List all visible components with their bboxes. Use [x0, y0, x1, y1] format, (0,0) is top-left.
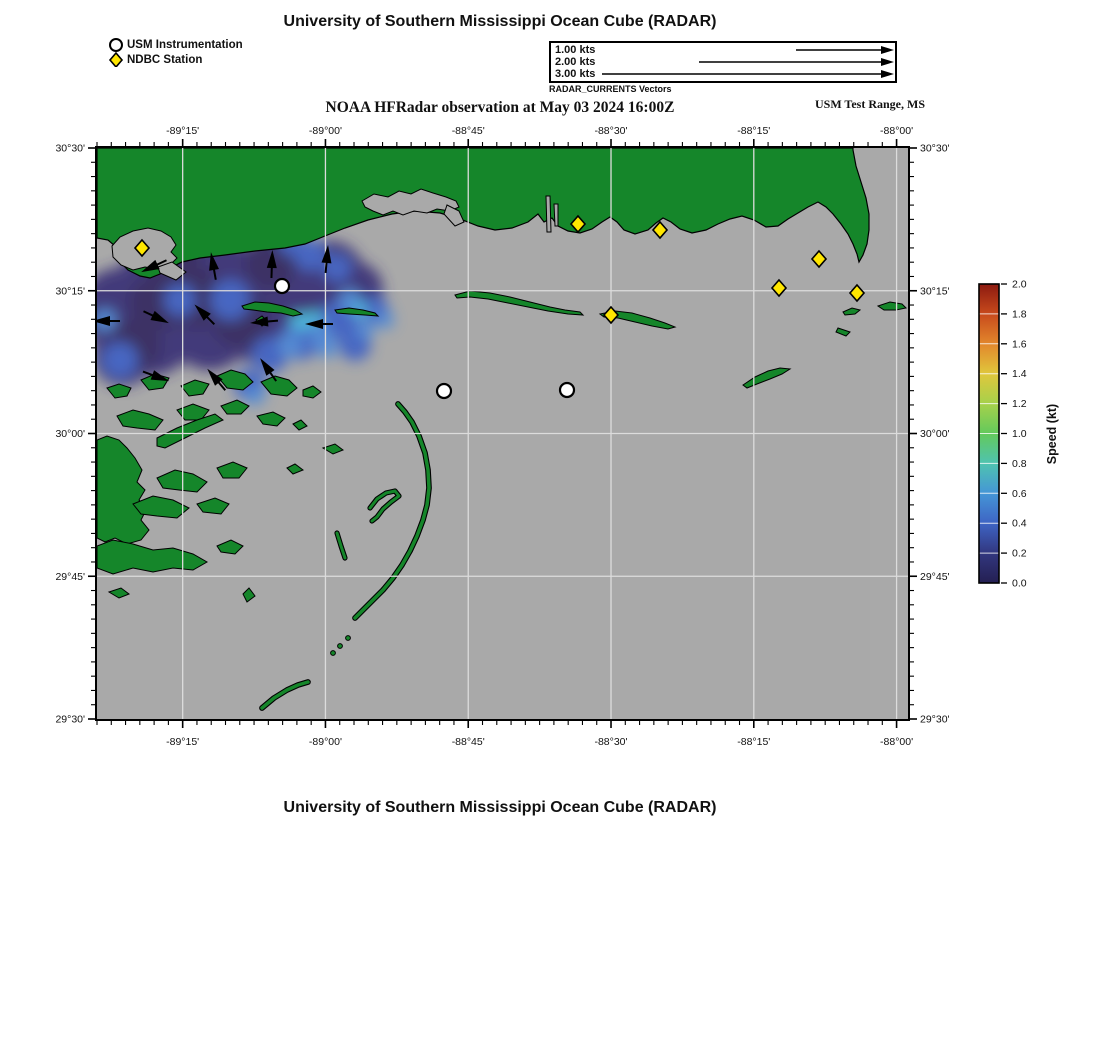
legend-row-usm: [108, 37, 243, 52]
observation-subtitle: NOAA HFRadar observation at May 03 2024 16:00Z: [325, 99, 675, 116]
legend-row-ndbc: [108, 52, 243, 67]
lat-tick-label-right: 30°15': [920, 285, 950, 298]
colorbar-label: Speed (kt): [1045, 403, 1059, 465]
lon-tick-label-top: -88°00': [880, 125, 914, 137]
lon-tick-label-top: -88°45': [451, 125, 485, 137]
colorbar-tick-label: 1.2: [1012, 398, 1027, 411]
vector-scale-arrow: [551, 44, 895, 56]
symbol-legend: [108, 37, 243, 67]
legend-label-ndbc: NDBC Station: [127, 53, 203, 66]
ndbc-diamond-icon: [108, 52, 124, 67]
lat-tick-label-right: 29°45': [920, 570, 950, 583]
vector-scale-box: [549, 41, 897, 83]
colorbar-tick-label: 0.8: [1012, 457, 1027, 470]
lat-tick-label-left: 30°15': [55, 285, 85, 298]
lat-tick-label-left: 29°30': [55, 713, 85, 726]
lat-tick-label-right: 30°30': [920, 142, 950, 155]
colorbar: [965, 268, 1100, 608]
vector-scale-row: [551, 68, 895, 80]
colorbar-tick-label: 1.6: [1012, 338, 1027, 351]
colorbar-tick-label: 2.0: [1012, 278, 1027, 291]
colorbar-tick-label: 0.0: [1012, 577, 1027, 590]
range-label: USM Test Range, MS: [814, 97, 925, 111]
vector-scale-arrow: [551, 68, 895, 80]
usm-circle-icon: [108, 37, 124, 52]
vector-scale-arrow: [551, 56, 895, 68]
colorbar-tick-label: 0.2: [1012, 547, 1027, 560]
lon-tick-label-top: -89°15': [166, 125, 200, 137]
colorbar-tick-label: 0.6: [1012, 487, 1027, 500]
colorbar-tick-label: 1.8: [1012, 308, 1027, 321]
lon-tick-label-bottom: -89°15': [166, 736, 200, 748]
vector-scale-caption: RADAR_CURRENTS Vectors: [549, 84, 672, 94]
map-canvas: [97, 148, 908, 719]
map-panel: [95, 146, 910, 721]
colorbar-tick-label: 0.4: [1012, 517, 1027, 530]
lon-tick-label-bottom: -88°00': [880, 736, 914, 748]
lon-tick-label-top: -88°30': [594, 125, 628, 137]
footer-title: University of Southern Mississippi Ocean Cube (RADAR): [283, 799, 717, 816]
vector-scale-value: 2.00 kts: [555, 56, 596, 68]
lat-tick-label-left: 29°45': [55, 570, 85, 583]
lon-tick-label-bottom: -88°30': [594, 736, 628, 748]
usm-instrument-marker: [275, 279, 289, 293]
vector-scale-row: [551, 44, 895, 56]
usm-instrument-marker: [560, 383, 574, 397]
lat-tick-label-right: 30°00': [920, 428, 950, 440]
usm-instrument-marker: [437, 384, 451, 398]
vector-scale-row: [551, 56, 895, 68]
lat-tick-label-right: 29°30': [920, 713, 950, 726]
bay: [546, 196, 551, 232]
vector-scale-value: 1.00 kts: [555, 44, 596, 56]
lon-tick-label-bottom: -88°45': [451, 736, 485, 748]
colorbar-tick-label: 1.0: [1012, 428, 1027, 440]
page-title: University of Southern Mississippi Ocean Cube (RADAR): [283, 13, 717, 30]
vector-scale-value: 3.00 kts: [555, 68, 596, 80]
lat-tick-label-left: 30°30': [55, 142, 85, 155]
legend-label-usm: USM Instrumentation: [127, 38, 243, 51]
lon-tick-label-bottom: -88°15': [737, 736, 771, 748]
bay: [554, 204, 558, 226]
lon-tick-label-top: -89°00': [308, 125, 342, 137]
colorbar-tick-label: 1.4: [1012, 368, 1027, 381]
lon-tick-label-bottom: -89°00': [308, 736, 342, 748]
lat-tick-label-left: 30°00': [55, 428, 85, 440]
lon-tick-label-top: -88°15': [737, 125, 771, 137]
